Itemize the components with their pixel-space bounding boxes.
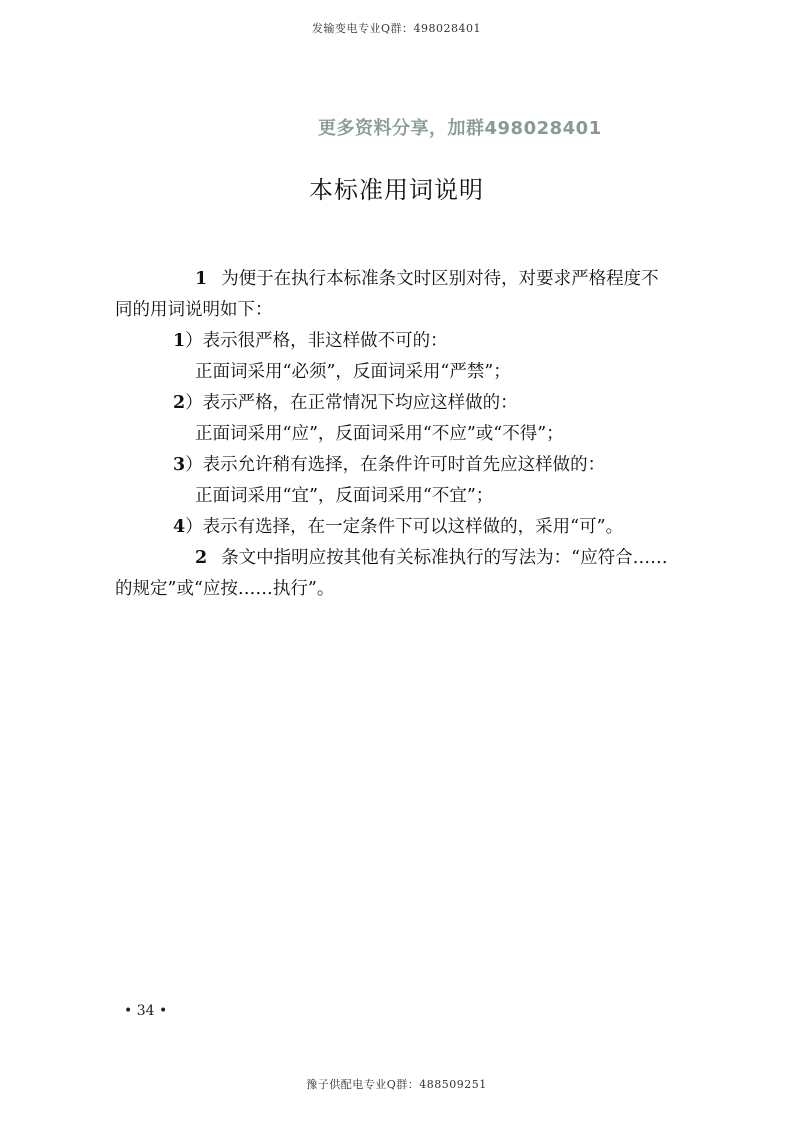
item-1-number: 1 xyxy=(195,269,208,289)
sub-item-3-detail: 正面词采用“宜”，反面词采用“不宜”； xyxy=(195,486,494,506)
sub-item-1 xyxy=(115,326,690,357)
header-note: 发输变电专业Q群：498028401 xyxy=(311,22,481,35)
sub-item-2 xyxy=(115,388,690,419)
item-1-line-1 xyxy=(115,264,690,295)
watermark-text: 更多资料分享，加群498028401 xyxy=(318,118,602,139)
sub-item-3 xyxy=(115,450,690,481)
item-2-number: 2 xyxy=(195,548,208,568)
footer-note: 豫子供配电专业Q群：488509251 xyxy=(306,1078,487,1091)
sub-item-1-number: 1 xyxy=(173,331,186,351)
sub-item-2-number: 2 xyxy=(173,393,186,413)
sub-item-4-number: 4 xyxy=(173,517,186,537)
document-body xyxy=(115,264,690,605)
sub-item-1-detail: 正面词采用“必须”，反面词采用“严禁”； xyxy=(195,362,511,382)
sub-item-2-detail: 正面词采用“应”，反面词采用“不应”或“不得”； xyxy=(195,424,564,444)
item-2-line-2: 的规定”或“应按……执行”。 xyxy=(115,579,335,599)
item-1-line-2: 同的用词说明如下： xyxy=(115,300,273,320)
item-2-text: 条文中指明应按其他有关标准执行的写法为：“应符合…… xyxy=(221,548,668,568)
item-1-text: 为便于在执行本标准条文时区别对待，对要求严格程度不 xyxy=(221,269,659,289)
sub-item-1-label: ）表示很严格，非这样做不可的： xyxy=(185,331,448,351)
page-title: 本标准用词说明 xyxy=(309,176,484,204)
sub-item-3-number: 3 xyxy=(173,455,186,475)
page-number: • 34 • xyxy=(124,1003,168,1019)
sub-item-2-label: ）表示严格，在正常情况下均应这样做的： xyxy=(185,393,518,413)
item-2-line-1 xyxy=(115,543,690,574)
sub-item-3-label: ）表示允许稍有选择，在条件许可时首先应这样做的： xyxy=(185,455,606,475)
sub-item-4 xyxy=(115,512,690,543)
sub-item-4-label: ）表示有选择，在一定条件下可以这样做的，采用“可”。 xyxy=(185,517,624,537)
